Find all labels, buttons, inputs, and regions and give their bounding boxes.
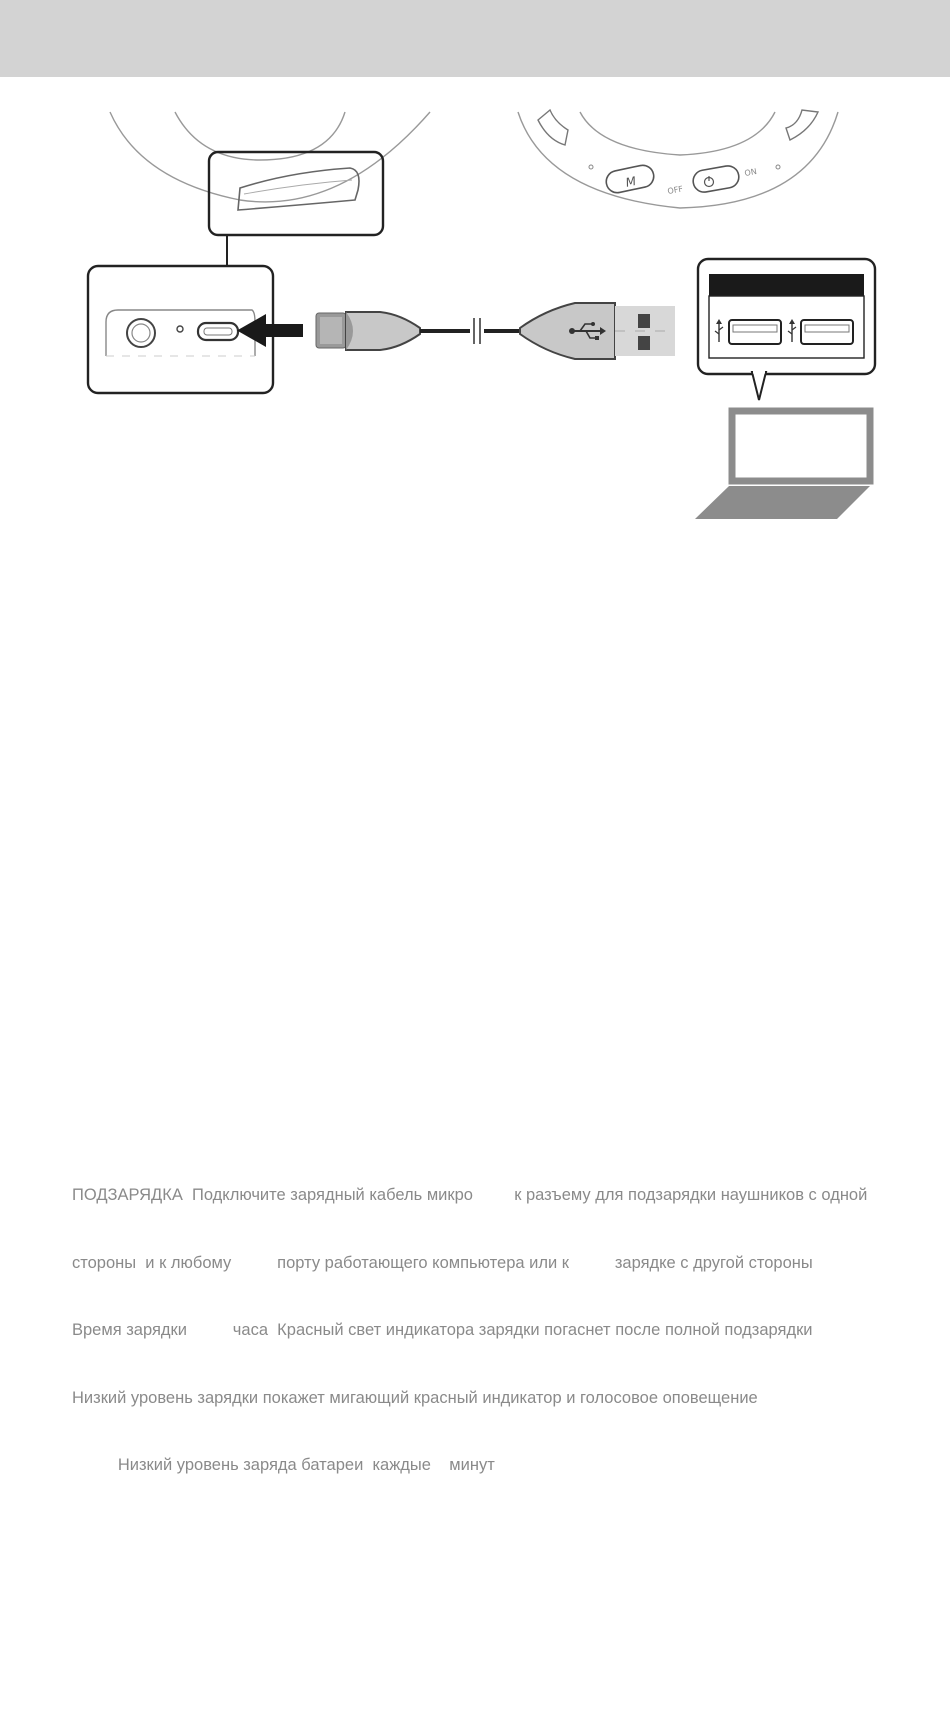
header-band [0,0,950,77]
instruction-line: Низкий уровень зарядки покажет мигающий красный индикатор и голосовое оповещение [72,1388,758,1407]
charging-diagram [0,100,950,530]
instruction-line: ПОДЗАРЯДКА Подключите зарядный кабель микро к разъему для подзарядки наушников с одной [72,1186,868,1204]
mode-button-label: M [624,173,638,190]
charging-instructions [72,1139,912,1499]
right-earcup [518,110,838,208]
usb-cable [316,303,675,359]
computer-ports-closeup [698,259,875,400]
instruction-line: Время зарядки часа Красный свет индикатора зарядки погаснет после полной подзарядки [72,1321,813,1339]
instruction-line: Низкий уровень заряда батареи каждые минут [72,1456,495,1474]
on-label: ON [743,166,758,178]
off-label: OFF [666,184,684,196]
laptop-icon [695,411,870,519]
left-earcup [110,112,430,266]
instruction-line: стороны и к любому порту работающего компьютера или к зарядке с другой стороны [72,1253,813,1272]
